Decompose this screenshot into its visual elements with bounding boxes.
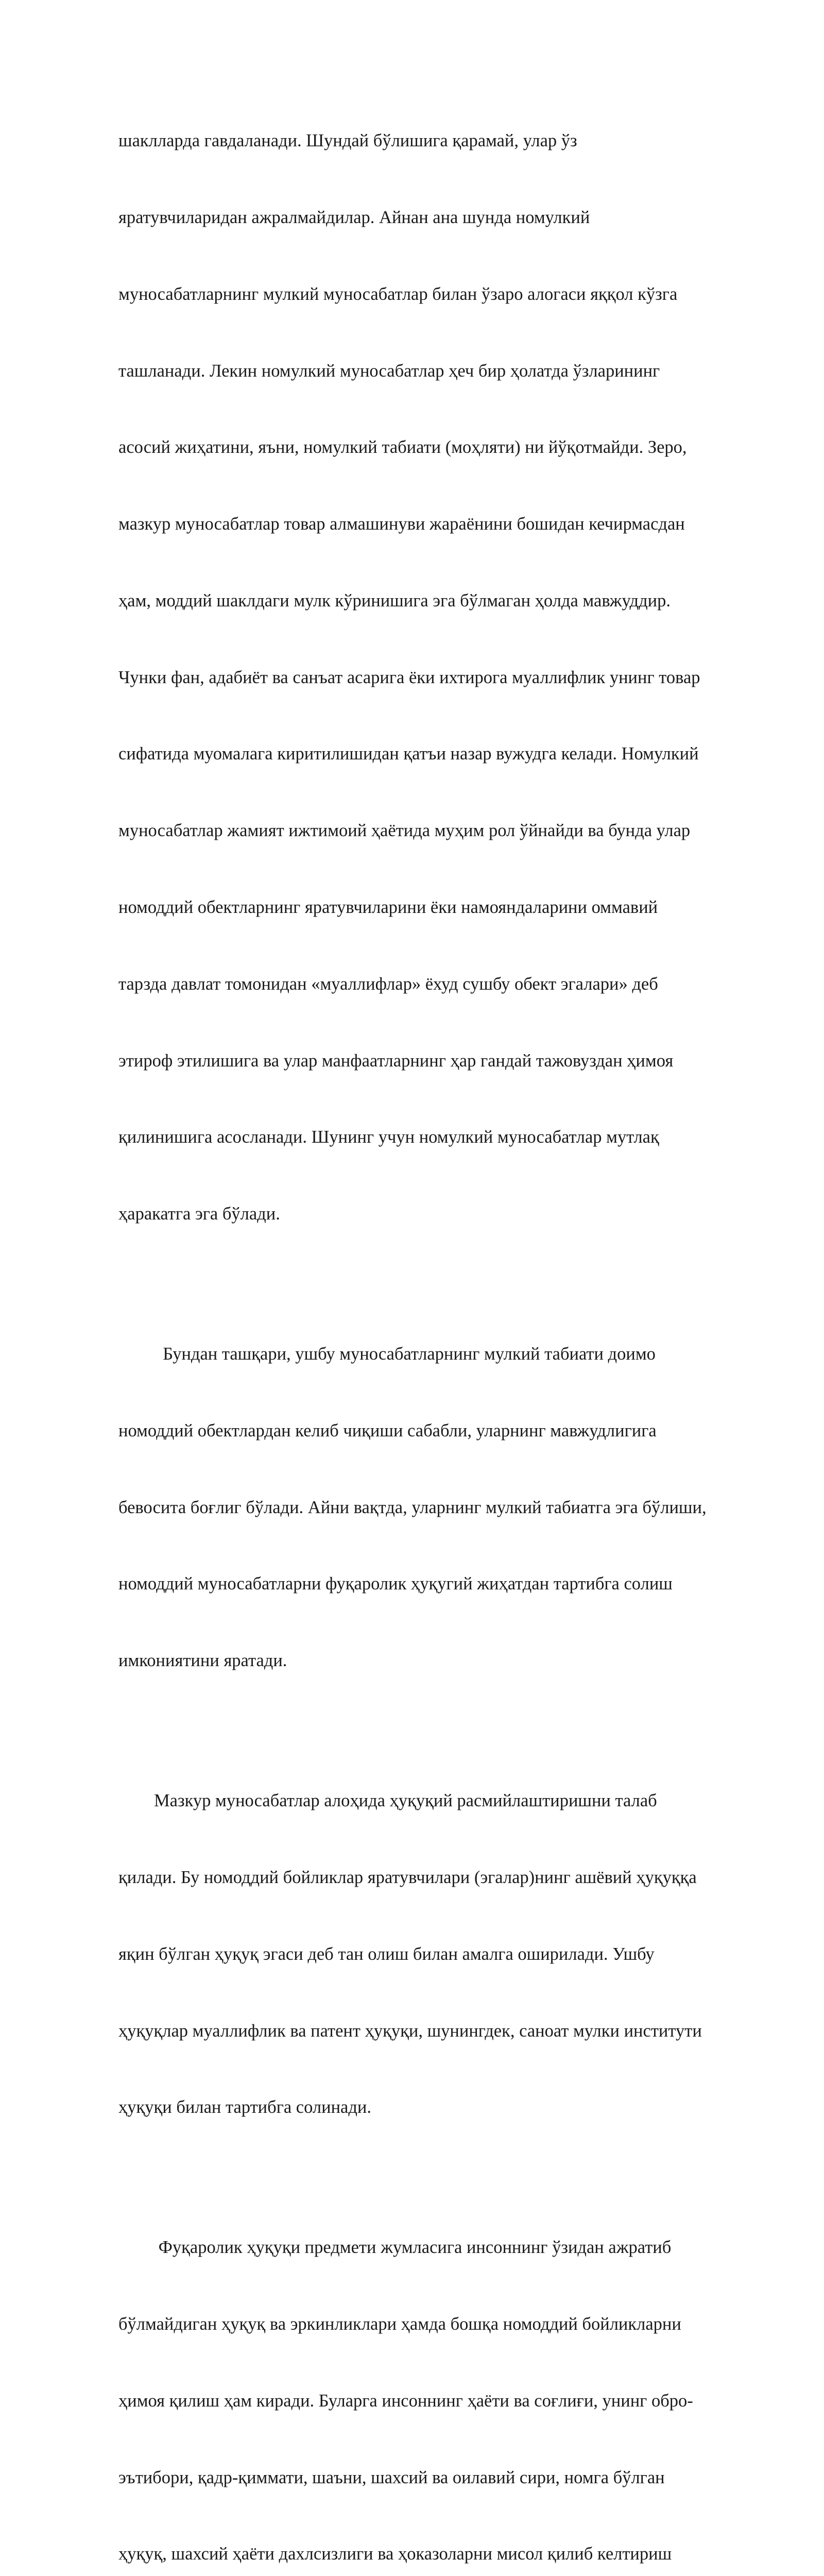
text-line: этироф этилишига ва улар манфаатларнинг ҳар гандай тажовуздан ҳимоя	[118, 1050, 674, 1071]
text-line: муносабатлар жамият ижтимоий ҳаётида муҳим рол ўйнайди ва бунда улар	[118, 821, 691, 841]
text-line: қилади. Бу номоддий бойликлар яратувчилари (эгалар)нинг ашёвий ҳуқуққа	[118, 1867, 697, 1887]
text-line: яқин бўлган ҳуқуқ эгаси деб тан олиш билан амалга оширилади. Ушбу	[118, 1944, 655, 1964]
paragraph-3	[118, 1737, 770, 2172]
text-line: сифатида муомалага киритилишидан қатъи назар вужудга келади. Номулкий	[118, 744, 699, 764]
text-line: асосий жиҳатини, яъни, номулкий табиати (моҳляти) ни йўқотмайди. Зеро,	[118, 437, 687, 457]
text-line: имкониятини яратади.	[118, 1651, 287, 1671]
text-line: ташланади. Лекин номулкий муносабатлар ҳеч бир ҳолатда ўзларининг	[118, 361, 660, 381]
text-line: қилинишига асосланади. Шунинг учун номулкий муносабатлар мутлақ	[118, 1127, 659, 1147]
text-line: яратувчиларидан ажралмайдилар. Айнан ана шунда номулкий	[118, 207, 590, 227]
text-line: муносабатларнинг мулкий муносабатлар билан ўзаро алогаси яққол кўзга	[118, 284, 678, 304]
text-line: ҳуқуқи билан тартибга солинади.	[118, 2097, 371, 2117]
text-line: ҳам, моддий шаклдаги мулк кўринишига эга бўлмаган ҳолда мавжуддир.	[118, 590, 671, 611]
text-line: тарзда давлат томонидан «муаллифлар» ёхуд сушбу обект эгалари» деб	[118, 974, 658, 994]
text-line: мазкур муносабатлар товар алмашинуви жараёнини бошидан кечирмасдан	[118, 514, 685, 534]
body-text	[118, 77, 770, 2576]
text-line: эътибори, қадр-қиммати, шаъни, шахсий ва оилавий сири, номга бўлган	[118, 2467, 665, 2487]
text-line: номоддий обектларнинг яратувчиларини ёки намояндаларини оммавий	[118, 897, 658, 917]
text-line: ҳаракатга эга бўлади.	[118, 1204, 280, 1224]
text-line: ҳуқуқ, шахсий ҳаёти дахлсизлиги ва ҳоказоларни мисол қилиб келтириш	[118, 2544, 672, 2564]
text-line: номоддий муносабатларни фуқаролик ҳуқугий жиҳатдан тартибга солиш	[118, 1574, 673, 1594]
text-line: Фуқаролик ҳуқуқи предмети жумласига инсоннинг ўзидан ажратиб	[118, 2238, 672, 2258]
text-line: Бундан ташқари, ушбу муносабатларнинг мулкий табиати доимо	[118, 1344, 656, 1364]
text-line: бевосита боғлиг бўлади. Айни вақтда, уларнинг мулкий табиатга эга бўлиши,	[118, 1497, 707, 1517]
text-line: ҳимоя қилиш ҳам киради. Буларга инсоннинг ҳаёти ва соғлиғи, унинг обро-	[118, 2391, 693, 2411]
paragraph-2	[118, 1291, 770, 1725]
text-line: Чунки фан, адабиёт ва санъат асарига ёки ихтирога муаллифлик унинг товар	[118, 667, 700, 687]
paragraph-4	[118, 2184, 770, 2576]
text-line: Мазкур муносабатлар алоҳида ҳуқуқий расмийлаштиришни талаб	[118, 1791, 657, 1811]
text-line: шаклларда гавдаланади. Шундай бўлишига қарамай, улар ўз	[118, 131, 577, 151]
text-line: ҳуқуқлар муаллифлик ва патент ҳуқуқи, шунингдек, саноат мулки институти	[118, 2021, 702, 2041]
text-line: бўлмайдиган ҳуқуқ ва эркинликлари ҳамда бошқа номоддий бойликларни	[118, 2314, 681, 2334]
text-line: номоддий обектлардан келиб чиқиши сабабли, уларнинг мавжудлигига	[118, 1420, 657, 1440]
paragraph-1	[118, 77, 770, 1278]
